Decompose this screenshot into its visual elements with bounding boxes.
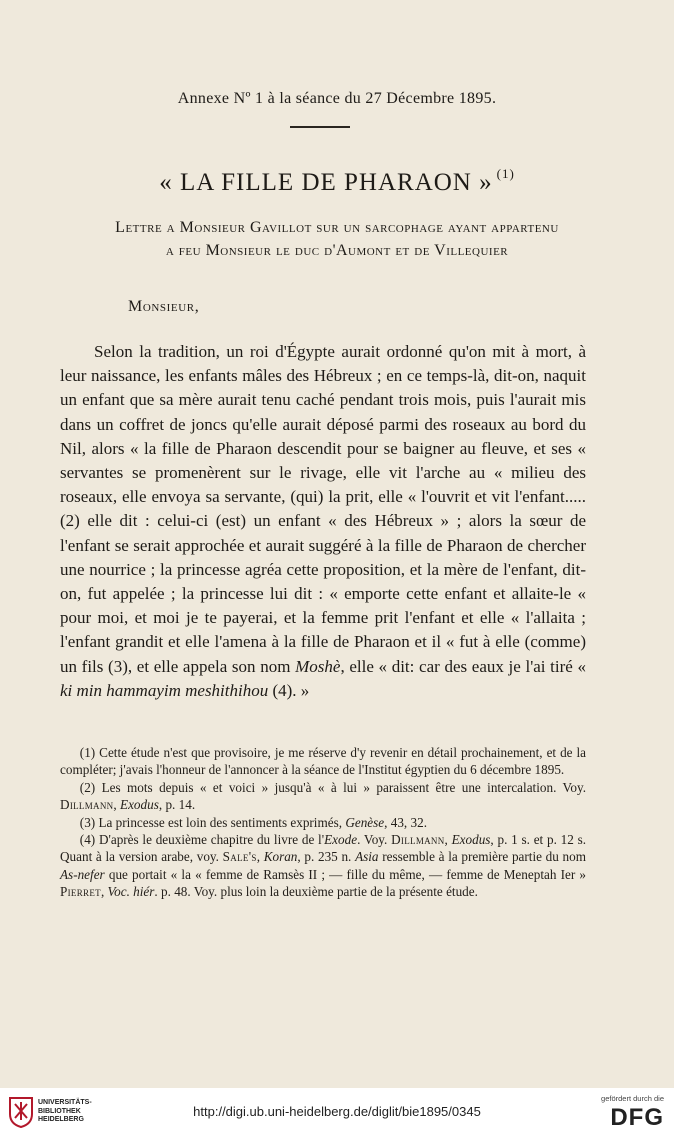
salutation: Monsieur, [128,298,200,315]
fn4-work-1: Exodus [451,832,491,848]
title-note-ref: (1) [496,166,515,181]
fn4-text-i: , [100,884,108,900]
fn4-exode: Exode [324,832,358,848]
fn3-text-b: , 43, 32. [384,814,427,830]
library-line-2: BIBLIOTHEK [38,1107,81,1115]
fn4-text-h: que portait « la « femme de Ramsès II ; — fille du même, — femme de Meneptah Ier » [104,866,586,882]
viewer-footer [0,1088,674,1138]
fn2-author: Dillmann [60,797,114,813]
fn4-text-b: . Voy. [357,832,392,848]
fn4-text-e: , [256,849,264,865]
fn4-text-f: , p. 235 n. [297,849,356,865]
fn4-text-g: ressemble à la première partie du nom [378,849,587,865]
fn4-text-j: . p. 48. Voy. plus loin la deuxième partie de la présente étude. [154,884,478,900]
fn4-asnefer: As-nefer [60,866,105,882]
permalink-url[interactable]: http://digi.ub.uni-heidelberg.de/diglit/bie1895/0345 [193,1104,481,1119]
footnote-2 [60,779,586,814]
fn3-text-a: (3) La princesse est loin des sentiments exprimés, [79,814,346,830]
fn2-text-b: , p. 14. [158,797,196,813]
dfg-logo: DFG [610,1104,664,1131]
funded-by-label: gefördert durch die [601,1094,664,1103]
body-hebrew: ki min hammayim meshithihou [60,680,269,700]
fn4-work-2: Koran [263,849,298,865]
fn4-author-3: Pierret [60,884,101,900]
header-rule [290,126,350,128]
document-title [0,166,674,197]
fn3-work: Genèse [345,814,385,830]
body-paragraph [60,340,586,703]
library-line-1: UNIVERSITÄTS- [38,1099,92,1106]
fn4-text-d: , p. 1 s. et p. 12 s. Quant à la version arabe, voy. [60,832,587,865]
subtitle-line-2: a feu Monsieur le duc d'Aumont et de Villequier [165,242,509,259]
annex-header: Annexe Nº 1 à la séance du 27 Décembre 1895. [177,90,497,107]
fn4-text-a: (4) D'après le deuxième chapitre du livre de l' [79,832,325,848]
body-part-1: Selon la tradition, un roi d'Égypte aurait ordonné qu'on mit à mort, à leur naissance, les enfants mâles des Hébreux ; en ce temps-là, dit-on, naquit un enfant que sa mère aurait tenu caché pendant trois mois, puis l'aurait mis dans un coffret de joncs qu'elle aurait déposé parmi des roseaux au bord du Nil, alors « la fille de Pharaon descendit pour se baigner au fleuve, et ses « servantes se promenèrent sur le rivage, elle vit l'arche au « milieu des roseaux, elle envoya sa servante, (qui) la prit, elle « l'ouvrit et vit l'enfant..... (2) elle dit : celui-ci (est) un enfant « des Hébreux » ; alors la sœur de l'enfant se serait approchée et aurait suggéré à la fille de Pharaon de chercher une nourrice ; la princesse agréa cette proposition, et la mère de l'enfant, dit-on, fut appelée ; la princesse lui dit : « emporte cette enfant et allaite-le « pour moi, et moi je te payerai, et la femme prit l'enfant et elle « l'allaita ; l'enfant grandit et elle l'amena à la fille de Pharaon et il « fut à elle (comme) un fils (3), et elle appela son nom [60,342,586,676]
fn4-work-3: Voc. hiér [107,884,155,900]
footnotes [60,744,586,901]
body-moshe: Moshè [295,656,341,676]
body-part-2: , elle « dit: car des eaux je l'ai tiré « [340,656,586,676]
document-subtitle [60,216,614,262]
fn4-author-1: Dillmann [391,832,445,848]
library-line-3: HEIDELBERG [38,1116,84,1123]
subtitle-line-1: Lettre a Monsieur Gavillot sur un sarcophage ayant appartenu [115,219,559,236]
fn2-work: Exodus [120,797,159,813]
fn2-sep: , [113,797,121,813]
fn4-author-2: Sale's [222,849,257,865]
footnote-1: (1) Cette étude n'est que provisoire, je me réserve d'y revenir en détail prochainement, et de la compléter; j'avais l'honneur de l'annoncer à la séance de l'Institut égyptien du 6 décembre 1895. [60,745,586,778]
fn2-text-a: (2) Les mots depuis « et voici » jusqu'à « à lui » paraissent être une intercalation. Voy. [79,779,586,795]
fn4-asia: Asia [355,849,379,865]
footnote-4 [60,831,586,901]
footnote-3 [60,814,586,831]
fn4-text-c: , [444,832,452,848]
body-part-3: (4). » [268,680,310,700]
title-text: « LA FILLE DE PHARAON » [159,169,493,196]
